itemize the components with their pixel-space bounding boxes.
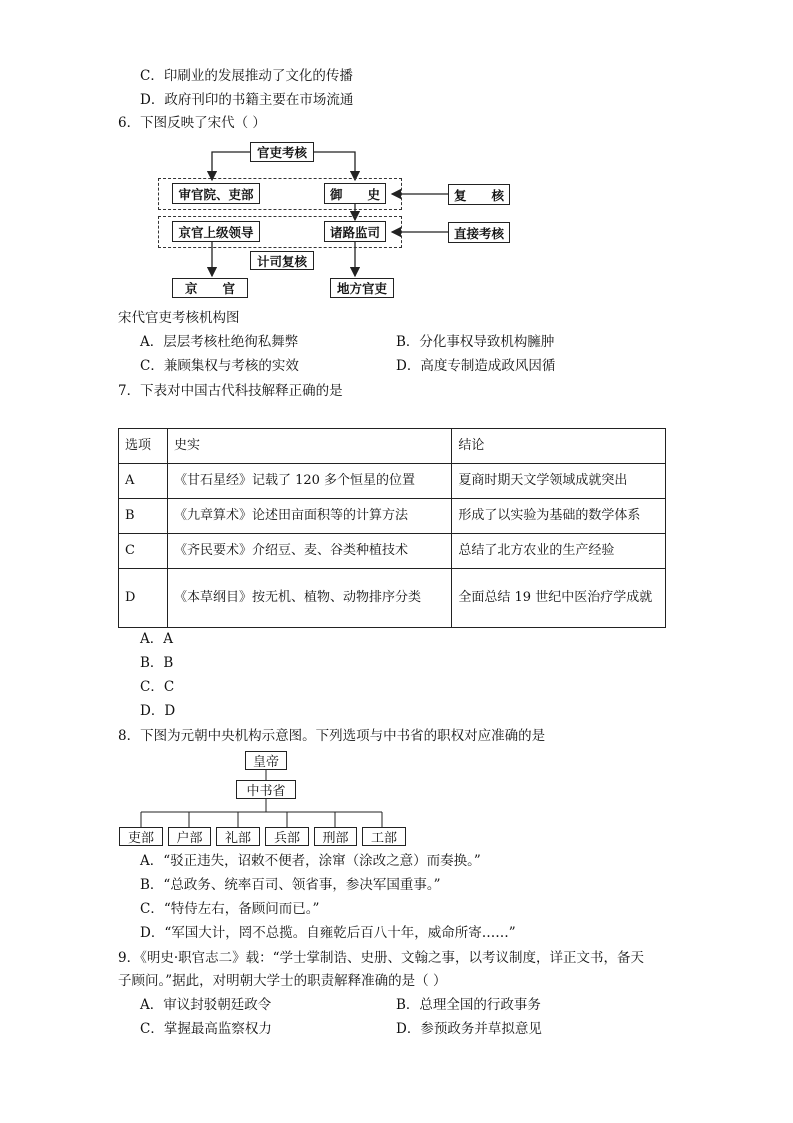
q6-option-c: C．兼顾集权与考核的实效 <box>140 358 299 374</box>
q6-option-b: B．分化事权导致机构臃肿 <box>396 334 555 350</box>
org-ministry-box: 兵部 <box>265 827 309 846</box>
diagram-jingguan-lead-box: 京官上级领导 <box>172 221 260 242</box>
table-cell: D <box>119 569 168 628</box>
q9-stem-line1: 9．《明史·职官志二》载：“学士掌制诰、史册、文翰之事，以考议制度，详正文书，备天 <box>118 950 645 966</box>
table-header-cell: 选项 <box>119 429 168 464</box>
q8-option-a: A．“驳正违失，诏敕不便者，涂窜（涂改之意）而奏换。” <box>140 853 481 869</box>
table-header-cell: 史实 <box>167 429 451 464</box>
diagram-difang-box: 地方官吏 <box>330 278 394 298</box>
diagram-shen-box: 审官院、吏部 <box>172 183 260 204</box>
q8-option-c: C．“特侍左右，备顾问而已。” <box>140 901 320 917</box>
diagram-top-box: 官吏考核 <box>250 142 314 162</box>
q7-option-c: C．C <box>140 679 175 695</box>
table-cell: B <box>119 499 168 534</box>
org-zhongshu-box: 中书省 <box>236 780 296 799</box>
q8-option-d: D．“军国大计，罔不总揽。自雍乾后百八十年，威命所寄……” <box>140 925 516 941</box>
q9-option-b: B．总理全国的行政事务 <box>396 997 541 1013</box>
diagram-jisi-box: 计司复核 <box>250 251 314 270</box>
table-cell: 《本草纲目》按无机、植物、动物排序分类 <box>167 569 451 628</box>
org-ministry-box: 吏部 <box>119 827 163 846</box>
q8-stem: 8．下图为元朝中央机构示意图。下列选项与中书省的职权对应准确的是 <box>118 728 546 744</box>
table-cell: 形成了以实验为基础的数学体系 <box>452 499 666 534</box>
q6-diagram-caption: 宋代官吏考核机构图 <box>118 310 240 326</box>
org-ministry-box: 户部 <box>168 827 211 846</box>
q9-option-c: C．掌握最高监察权力 <box>140 1021 272 1037</box>
table-cell: 《齐民要术》介绍豆、麦、谷类种植技术 <box>167 534 451 569</box>
q9-stem-line2: 子顾问。”据此，对明朝大学士的职责解释准确的是（ ） <box>118 973 447 989</box>
q6-option-a: A．层层考核杜绝徇私舞弊 <box>140 334 299 350</box>
table-cell: 全面总结 19 世纪中医治疗学成就 <box>452 569 666 628</box>
table-cell: A <box>119 464 168 499</box>
org-ministry-box: 刑部 <box>314 827 357 846</box>
diagram-jingguan-box: 京 官 <box>172 278 248 298</box>
q7-option-d: D．D <box>140 703 176 719</box>
q7-option-b: B．B <box>140 655 174 671</box>
table-cell: C <box>119 534 168 569</box>
diagram-yushi-box: 御 史 <box>324 183 386 204</box>
diagram-fuhe-box: 复 核 <box>448 184 510 205</box>
q5-option-c: C．印刷业的发展推动了文化的传播 <box>140 68 353 84</box>
q5-option-d: D．政府刊印的书籍主要在市场流通 <box>140 92 354 108</box>
diagram-zhulu-box: 诸路监司 <box>324 221 386 242</box>
org-emperor-box: 皇帝 <box>245 751 287 770</box>
q8-option-b: B．“总政务、统率百司、领省事，参决军国重事。” <box>140 877 441 893</box>
table-cell: 《九章算术》论述田亩面积等的计算方法 <box>167 499 451 534</box>
q9-option-a: A．审议封驳朝廷政令 <box>140 997 272 1013</box>
q9-option-d: D．参预政务并草拟意见 <box>396 1021 542 1037</box>
table-header-cell: 结论 <box>452 429 666 464</box>
diagram-zhijie-box: 直接考核 <box>448 222 510 243</box>
org-ministry-box: 礼部 <box>216 827 260 846</box>
table-cell: 总结了北方农业的生产经验 <box>452 534 666 569</box>
q6-option-d: D．高度专制造成政风因循 <box>396 358 556 374</box>
table-cell: 夏商时期天文学领域成就突出 <box>452 464 666 499</box>
table-cell: 《甘石星经》记载了 120 多个恒星的位置 <box>167 464 451 499</box>
q7-stem: 7．下表对中国古代科技解释正确的是 <box>118 383 343 399</box>
q7-option-a: A．A <box>140 631 173 647</box>
org-ministry-box: 工部 <box>362 827 406 846</box>
q6-stem: 6．下图反映了宋代（ ） <box>118 115 266 131</box>
